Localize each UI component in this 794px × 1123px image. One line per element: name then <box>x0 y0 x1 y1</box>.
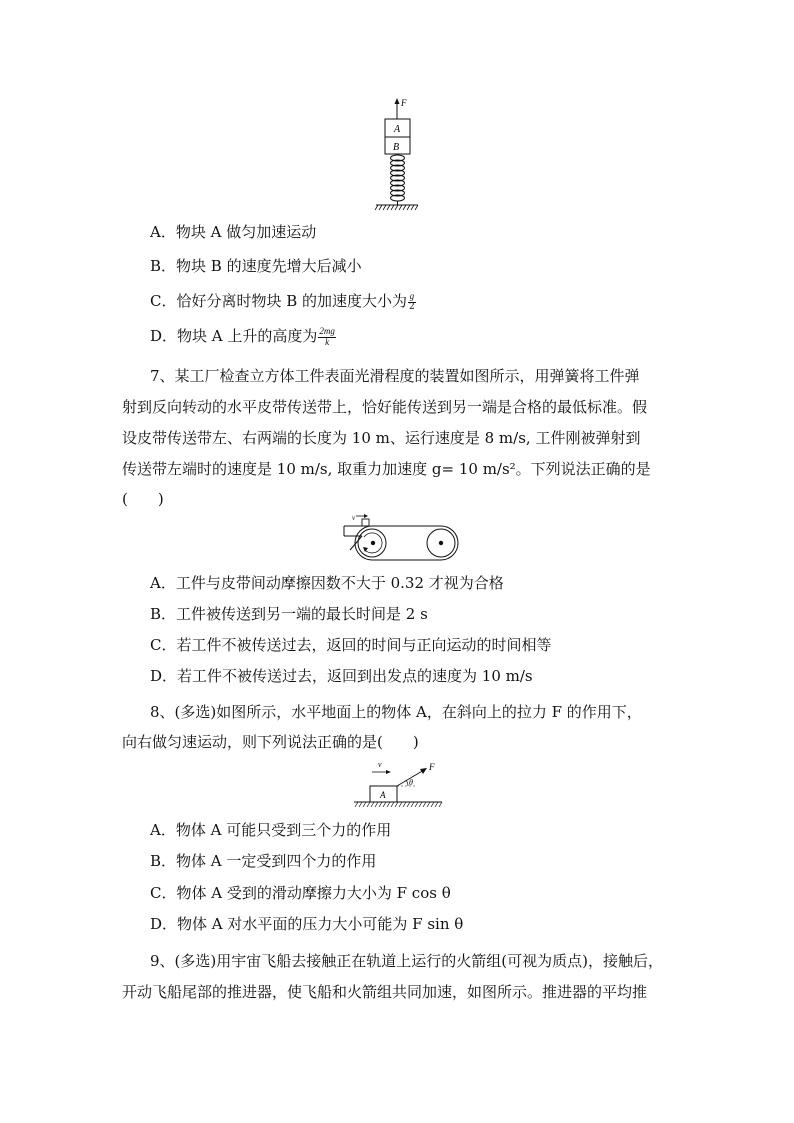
figure-spring-blocks <box>370 95 430 215</box>
fraction-g-over-2 <box>408 292 416 312</box>
fraction-denominator: k <box>325 336 330 347</box>
q9-line-1: 9、(多选)用宇宙飞船去接触正在轨道上运行的火箭组(可视为质点)，接触后， <box>150 952 663 970</box>
q7-line-3: 设皮带传送带左、右两端的长度为 10 m、运行速度是 8 m/s, 工件刚被弹射到 <box>122 429 641 447</box>
q7-option-a: A．工件与皮带间动摩擦因数不大于 0.32 才视为合格 <box>150 574 504 592</box>
angle-theta-label: θ <box>409 778 413 787</box>
q7-line-5: ( ) <box>122 490 164 508</box>
velocity-label: v <box>378 760 382 769</box>
block-b-label: B <box>393 142 400 153</box>
fraction-numerator: g <box>409 291 415 301</box>
fraction-numerator: 2mg <box>319 325 335 336</box>
velocity-label: v <box>352 514 356 522</box>
q8-option-c: C．物体 A 受到的滑动摩擦力大小为 F cos θ <box>150 884 451 902</box>
q8-line-1: 8、(多选)如图所示，水平地面上的物体 A，在斜向上的拉力 F 的作用下， <box>150 703 642 721</box>
q8-option-a: A．物体 A 可能只受到三个力的作用 <box>150 821 392 839</box>
q8-option-d: D．物体 A 对水平面的压力大小可能为 F sin θ <box>150 915 464 933</box>
q8-option-b: B．物体 A 一定受到四个力的作用 <box>150 852 377 870</box>
q7-option-d: D．若工件不被传送过去，返回到出发点的速度为 10 m/s <box>150 667 533 685</box>
q6-option-d-text: D．物块 A 上升的高度为 <box>150 327 318 345</box>
q6-option-c <box>150 291 416 312</box>
q6-option-c-text: C．恰好分离时物块 B 的加速度大小为 <box>150 292 408 310</box>
q6-option-a: A．物块 A 做匀加速运动 <box>150 223 317 241</box>
q7-line-1: 7、某工厂检查立方体工件表面光滑程度的装置如图所示，用弹簧将工件弹 <box>150 367 640 385</box>
block-a-label: A <box>394 124 401 135</box>
q7-option-c: C．若工件不被传送过去，返回的时间与正向运动的时间相等 <box>150 636 552 654</box>
q9-line-2: 开动飞船尾部的推进器，使飞船和火箭组共同加速，如图所示。推进器的平均推 <box>122 983 648 1001</box>
q7-option-b: B．工件被传送到另一端的最长时间是 2 s <box>150 605 428 623</box>
fraction-denominator: 2 <box>409 302 415 312</box>
q7-line-2: 射到反向转动的水平皮带传送带上，恰好能传送到另一端是合格的最低标准。假 <box>122 398 648 416</box>
fraction-2mg-over-k <box>318 327 336 348</box>
figure-conveyor-belt <box>338 514 468 564</box>
force-label: F <box>401 98 407 108</box>
q6-option-b: B．物块 B 的速度先增大后减小 <box>150 257 362 275</box>
force-label: F <box>429 762 435 772</box>
q6-option-d <box>150 326 336 348</box>
block-a-label: A <box>380 790 386 800</box>
q7-line-4: 传送带左端时的速度是 10 m/s, 取重力加速度 g= 10 m/s²。下列说法正确的是 <box>122 460 651 478</box>
q8-line-2: 向右做匀速运动，则下列说法正确的是( ) <box>122 733 419 751</box>
figure-block-inclined-force <box>348 758 448 814</box>
